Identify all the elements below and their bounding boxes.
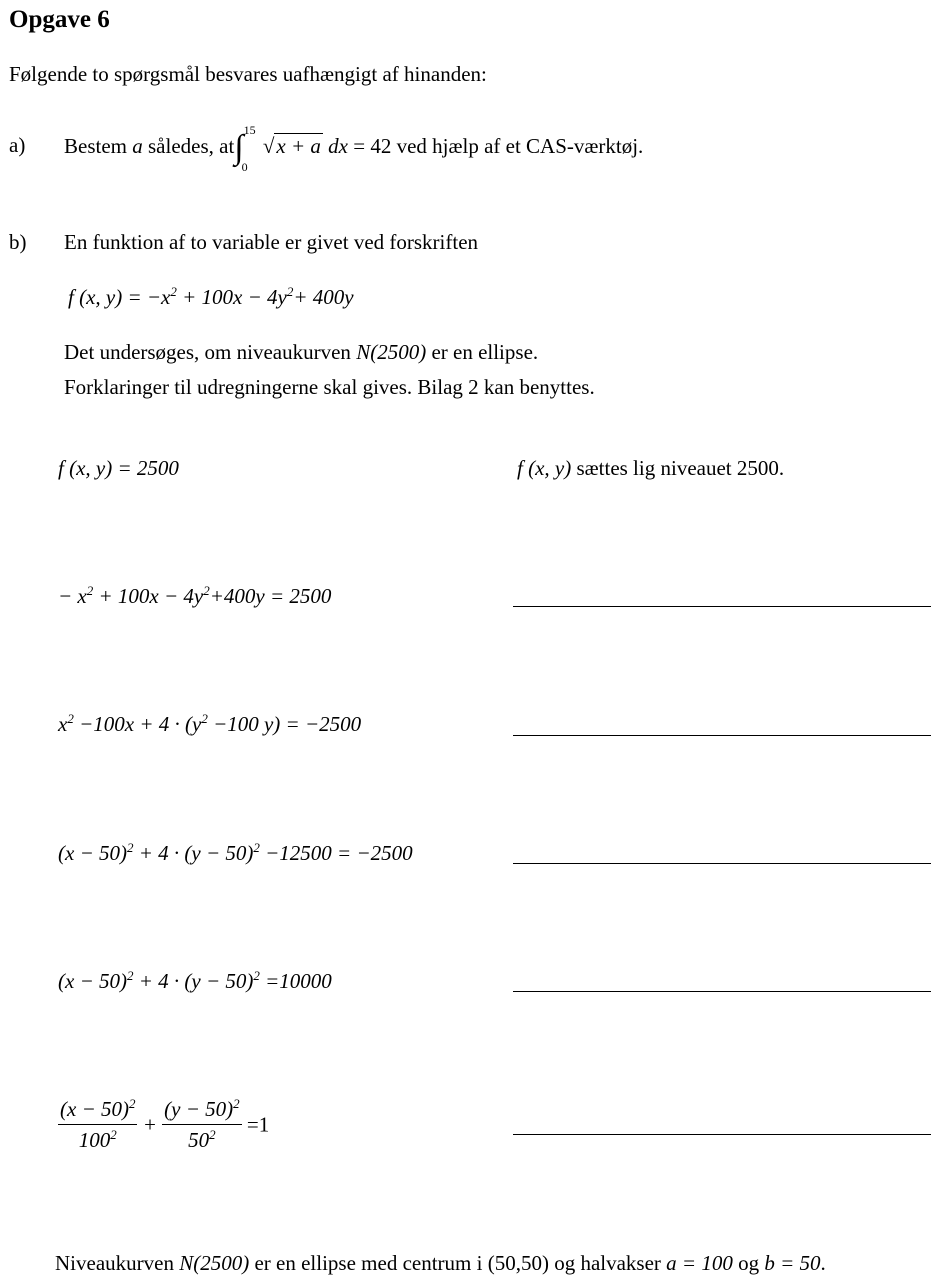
- integral-limits: [241, 123, 258, 175]
- equation-part: =10000: [259, 969, 332, 993]
- exponent: 2: [128, 1096, 136, 1111]
- exponent: 2: [126, 840, 134, 855]
- denominator: 100: [78, 1128, 111, 1152]
- equation-part: − x: [58, 584, 87, 608]
- exponent: 2: [253, 968, 260, 983]
- equation-part: −100x + 4 · (y: [73, 712, 202, 736]
- question-a-label: a): [9, 133, 26, 157]
- step-1-note-math: f (x, y): [517, 456, 572, 480]
- intro-text: Følgende to spørgsmål besvares uafhængigt af hinanden:: [9, 62, 487, 86]
- question-a-pre: Bestem: [64, 134, 127, 158]
- exponent: 2: [86, 583, 94, 598]
- equation-part: (x − 50): [58, 841, 127, 865]
- equation-part: (x − 50): [58, 969, 127, 993]
- equation-rhs: =1: [246, 1112, 270, 1137]
- function-part: f (x, y) = −x: [68, 285, 171, 309]
- exponent: 2: [203, 583, 210, 598]
- radicand: x + a: [276, 134, 321, 158]
- question-b-label: b): [9, 230, 27, 254]
- step-3-equation: [58, 712, 361, 737]
- conclusion: [55, 1251, 826, 1276]
- integral-lower-limit: 0: [241, 160, 248, 175]
- conclusion-math: N(2500): [179, 1251, 250, 1275]
- equation-part: + 4 · (y − 50): [133, 841, 254, 865]
- fraction-2: [162, 1097, 241, 1153]
- question-a-text: [64, 123, 644, 175]
- exponent: 2: [209, 1127, 216, 1142]
- conclusion-math: a = 100: [666, 1251, 733, 1275]
- conclusion-og: og: [738, 1251, 760, 1275]
- integral-upper-limit: 15: [243, 123, 256, 138]
- level-curve-symbol: N(2500): [356, 340, 427, 364]
- step-1-note-text: sættes lig niveauet 2500.: [576, 456, 785, 480]
- step-5-equation: [58, 969, 332, 994]
- equation-part: +400y = 2500: [209, 584, 332, 608]
- conclusion-pre: Niveaukurven: [55, 1251, 174, 1275]
- conclusion-math: b = 50: [764, 1251, 821, 1275]
- function-part: + 400y: [293, 285, 354, 309]
- function-part: + 100x − 4y: [176, 285, 287, 309]
- answer-line-4[interactable]: [513, 863, 931, 864]
- conclusion-mid: er en ellipse med centrum i (50,50) og halvakser: [254, 1251, 661, 1275]
- function-definition: [68, 285, 354, 310]
- conclusion-end: .: [820, 1251, 826, 1275]
- plus-sign: +: [142, 1112, 157, 1137]
- exponent: 2: [126, 968, 134, 983]
- page-title: Opgave 6: [9, 6, 110, 33]
- equation-part: + 4 · (y − 50): [133, 969, 254, 993]
- denominator: 50: [188, 1128, 210, 1152]
- question-b-line3: Forklaringer til udregningerne skal gives. Bilag 2 kan benyttes.: [64, 375, 595, 399]
- exponent: 2: [110, 1127, 117, 1142]
- exponent: 2: [286, 284, 294, 299]
- square-root: [263, 134, 323, 159]
- answer-line-6[interactable]: [513, 1134, 931, 1135]
- integral-sign-icon: ∫: [234, 129, 244, 166]
- answer-line-5[interactable]: [513, 991, 931, 992]
- exponent: 2: [67, 711, 74, 726]
- question-a-var: a: [132, 134, 143, 158]
- step-2-equation: [58, 584, 331, 609]
- equation-part: + 100x − 4y: [93, 584, 204, 608]
- integral-rhs: = 42: [353, 134, 392, 158]
- exponent: 2: [233, 1096, 240, 1111]
- question-a-mid: således, at: [148, 134, 235, 158]
- step-1-note: [517, 456, 784, 481]
- step-1-equation: f (x, y) = 2500: [58, 456, 179, 480]
- exponent: 2: [253, 840, 260, 855]
- exponent: 2: [170, 284, 177, 299]
- question-b-line2-pre: Det undersøges, om niveaukurven: [64, 340, 351, 364]
- step-6-equation: [58, 1097, 269, 1153]
- step-4-equation: [58, 841, 413, 866]
- equation-part: −12500 = −2500: [259, 841, 413, 865]
- numerator: (x − 50): [60, 1097, 129, 1121]
- answer-line-2[interactable]: [513, 606, 931, 607]
- question-b-line2: [64, 340, 538, 365]
- square-root-icon: √: [262, 134, 275, 158]
- question-b-line1: En funktion af to variable er givet ved forskriften: [64, 230, 479, 254]
- equation-part: x: [58, 712, 68, 736]
- question-b-line2-post: er en ellipse.: [431, 340, 539, 364]
- equation-part: −100 y) = −2500: [207, 712, 362, 736]
- numerator: (y − 50): [164, 1097, 234, 1121]
- fraction-1: [58, 1097, 137, 1153]
- question-a-post: ved hjælp af et CAS-værktøj.: [396, 134, 644, 158]
- exponent: 2: [201, 711, 208, 726]
- differential: dx: [328, 134, 348, 158]
- answer-line-3[interactable]: [513, 735, 931, 736]
